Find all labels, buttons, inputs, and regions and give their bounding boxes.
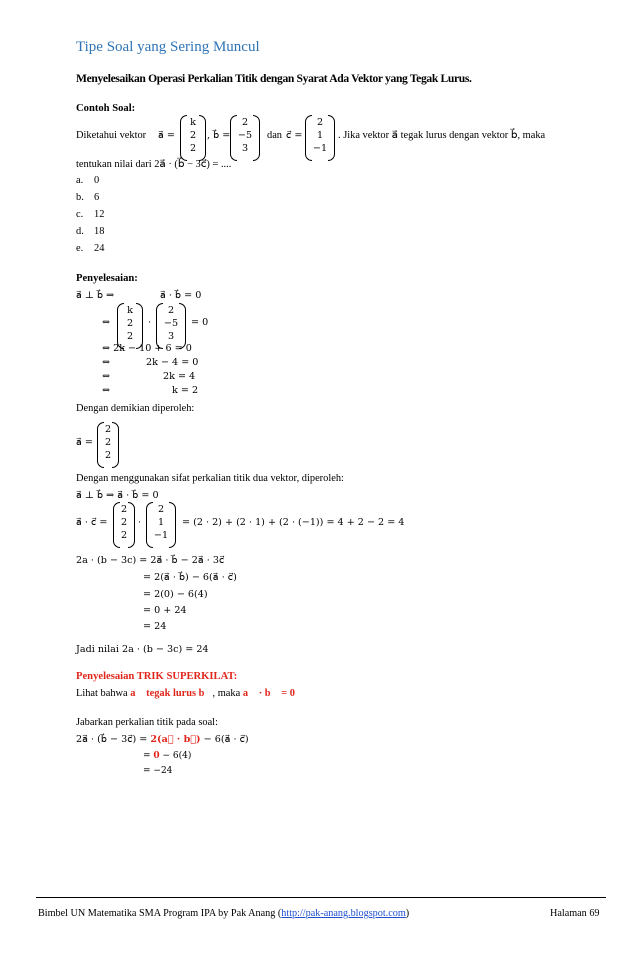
vector-c-matrix	[305, 118, 335, 158]
vector-entry: 2	[126, 331, 134, 342]
vector-entry: −5	[163, 318, 179, 329]
option-item: d. 18	[76, 226, 105, 237]
trick-line-2: Jabarkan perkalian titik pada soal:	[76, 717, 218, 728]
option-item: a. 0	[76, 175, 100, 186]
vector-b-entry: 3	[241, 143, 249, 154]
vector-entry: 2	[157, 504, 165, 515]
vector-a-entry: k	[190, 117, 196, 128]
so-text: Dengan demikian diperoleh:	[76, 403, 195, 414]
vector-entry: 2	[120, 504, 128, 515]
perp-statement: a⃗ ⊥ b⃗ ⇒	[76, 290, 115, 301]
vector-c-entry: 1	[316, 130, 324, 141]
dot-operator: ·	[138, 517, 142, 528]
vector-b-matrix	[156, 306, 186, 346]
option-item: b. 6	[76, 192, 100, 203]
final-answer: Jadi nilai 2a · (b − 3c) = 24	[76, 644, 209, 655]
expression-line: = 24	[143, 621, 167, 632]
vector-entry: 2	[104, 424, 112, 435]
section-heading: Menyelesaikan Operasi Perkalian Titik dengan Syarat Ada Vektor yang Tegak Lurus.	[76, 72, 472, 85]
trick-expression: = 0 − 6(4)	[143, 751, 192, 761]
question-b-label: , b⃗ =	[207, 130, 231, 141]
equals-zero: = 0	[191, 317, 209, 328]
vector-c-entry: 2	[316, 117, 324, 128]
option-item: e. 24	[76, 243, 105, 254]
vector-a-matrix	[180, 118, 206, 158]
iff-symbol: ⇔	[102, 317, 111, 328]
expression-line: = 2(a⃗ · b⃗) − 6(a⃗ · c⃗)	[143, 572, 237, 583]
vector-entry: 2	[104, 437, 112, 448]
solution-step: 2k = 4	[163, 371, 196, 382]
vector-entry: 1	[157, 517, 165, 528]
vector-c-entry: −1	[312, 143, 328, 154]
property-line: a⃗ ⊥ b⃗ ⇒ a⃗ · b⃗ = 0	[76, 490, 159, 501]
ac-vector-a	[113, 505, 135, 545]
trick-expression: = −24	[143, 766, 173, 776]
vector-entry: 3	[167, 331, 175, 342]
vector-a-result	[97, 425, 119, 465]
ac-rhs: = (2 · 2) + (2 · 1) + (2 · (−1)) = 4 + 2 − 2 = 4	[182, 517, 405, 528]
ac-lhs: a⃗ · c⃗ =	[76, 517, 108, 528]
solution-step: ⇔ 2k − 10 + 6 = 0	[102, 343, 192, 354]
footer-text: Bimbel UN Matematika SMA Program IPA by Pak Anang (http://pak-anang.blogspot.com)	[38, 908, 410, 919]
question-dan: dan	[267, 130, 283, 141]
iff-symbol: ⇔	[102, 371, 111, 382]
expression-line: = 2(0) − 6(4)	[143, 589, 208, 600]
question-suffix: . Jika vektor a⃗ tegak lurus dengan vektor b⃗, maka	[338, 130, 546, 141]
page-number: Halaman 69	[550, 908, 600, 919]
page-header-title: Tipe Soal yang Sering Muncul	[76, 39, 260, 55]
dot-operator: ·	[148, 317, 152, 328]
option-item: c. 12	[76, 209, 105, 220]
vector-b-entry: −5	[237, 130, 253, 141]
vector-entry: 2	[120, 530, 128, 541]
question-prefix: Diketahui vektor	[76, 130, 147, 141]
trick-line-1: Lihat bahwa a⃗ tegak lurus b⃗, maka a⃗ · b⃗ = 0	[76, 688, 295, 699]
vector-entry: −1	[153, 530, 169, 541]
solution-label: Penyelesaian:	[76, 273, 138, 284]
ac-vector-c	[146, 505, 176, 545]
footer-divider	[36, 897, 606, 898]
vector-a-entry: 2	[189, 130, 197, 141]
solution-step: k = 2	[172, 385, 199, 396]
example-label: Contoh Soal:	[76, 103, 136, 114]
expression-line: 2a · (b − 3c) = 2a⃗ · b⃗ − 2a⃗ · 3c⃗	[76, 555, 225, 566]
vector-entry: k	[127, 305, 133, 316]
highlight-text: a⃗ · b⃗ = 0	[242, 688, 295, 699]
vector-entry: 2	[120, 517, 128, 528]
question-a-label: a⃗ =	[158, 130, 175, 141]
question-line-2: tentukan nilai dari 2a⃗ · (b⃗ − 3c⃗) = ....	[76, 159, 232, 170]
property-text: Dengan menggunakan sifat perkalian titik dua vektor, diperoleh:	[76, 473, 344, 484]
expression-line: = 0 + 24	[143, 605, 187, 616]
iff-symbol: ⇔	[102, 385, 111, 396]
vector-b-matrix	[230, 118, 260, 158]
vector-b-entry: 2	[241, 117, 249, 128]
footer-link[interactable]: http://pak-anang.blogspot.com	[281, 908, 406, 919]
trick-label: Penyelesaian TRIK SUPERKILAT:	[76, 671, 238, 682]
vector-entry: 2	[104, 450, 112, 461]
trick-expression: 2a⃗ · (b⃗ − 3c⃗) = 2(a⃗ · b⃗) − 6(a⃗ · c⃗)	[76, 734, 249, 745]
iff-symbol: ⇔	[102, 357, 111, 368]
solution-step: 2k − 4 = 0	[146, 357, 199, 368]
highlight-text: 0	[153, 751, 160, 761]
vector-entry: 2	[126, 318, 134, 329]
a-equals: a⃗ =	[76, 437, 93, 448]
vector-k-matrix	[117, 306, 143, 346]
dot-equation: a⃗ · b⃗ = 0	[160, 290, 202, 301]
vector-entry: 2	[167, 305, 175, 316]
vector-a-entry: 2	[189, 143, 197, 154]
highlight-text: a⃗ tegak lurus b⃗	[130, 688, 213, 699]
highlight-text: 2(a⃗ · b⃗)	[150, 734, 201, 745]
question-c-label: c⃗ =	[286, 130, 303, 141]
